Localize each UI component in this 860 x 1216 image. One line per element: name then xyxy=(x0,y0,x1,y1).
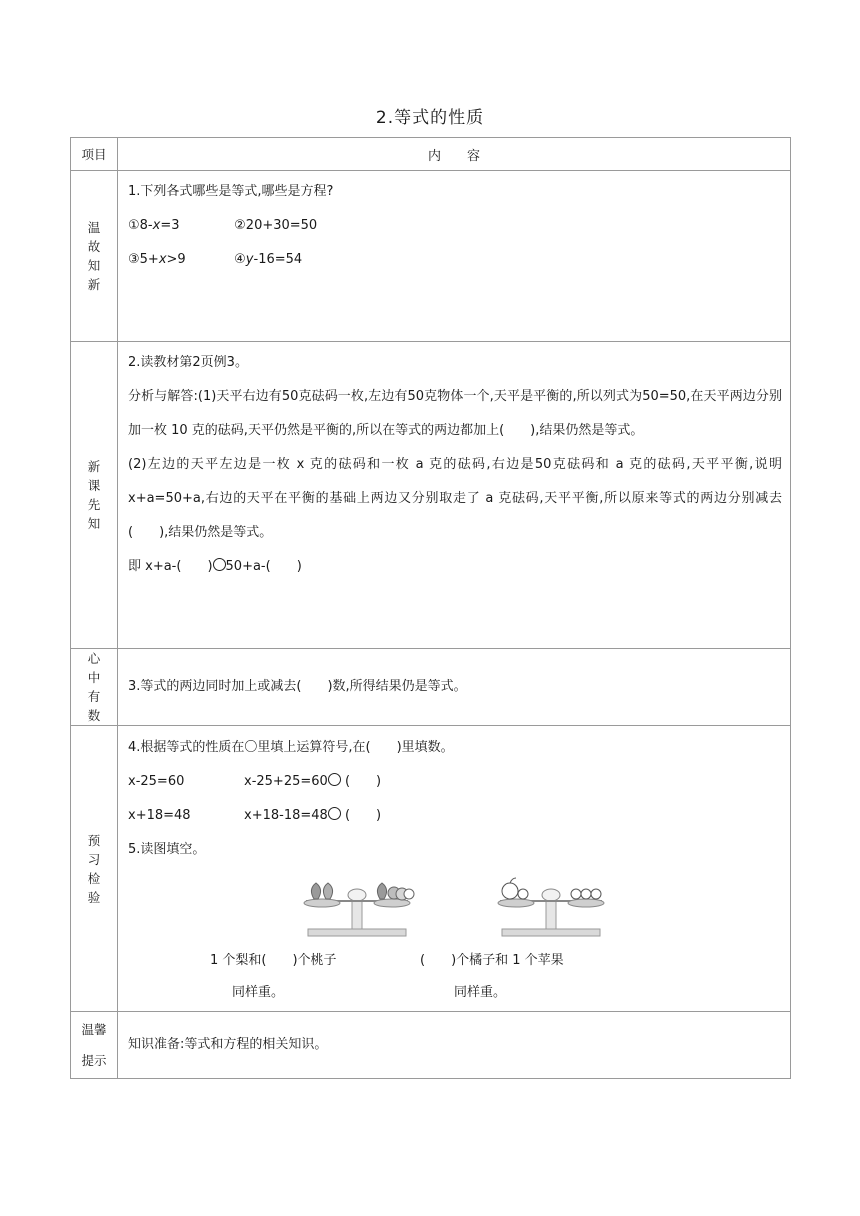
analysis-paragraph-2: (2)左边的天平左边是一枚 x 克的砝码和一枚 a 克的砝码,右边是50克砝码和 a 克的砝码,天平平衡,说明 x+a=50+a,右边的天平在平衡的基础上两边又分别取走了 a 克砝码,天平平衡,所以原来等式的两边分别减去( ),结果仍然是等式。 xyxy=(128,457,782,540)
fill-row-1 xyxy=(128,765,782,799)
row-preview xyxy=(71,342,791,649)
question-5: 5.读图填空。 xyxy=(128,842,206,857)
fill-2-expr: x+18-18=48 xyxy=(244,808,328,823)
header-col-item: 项目 xyxy=(71,138,118,171)
label-preview: 新课先知 xyxy=(87,459,101,531)
row-tips xyxy=(71,1012,791,1079)
label-tips-1: 温馨 xyxy=(81,1022,107,1037)
circle-blank-icon xyxy=(213,558,226,571)
scale-oranges-apple-image xyxy=(494,873,612,939)
header-row xyxy=(71,138,791,171)
fill-2-given: x+18=48 xyxy=(128,808,191,823)
label-review: 温故知新 xyxy=(87,220,101,292)
fill-2-blank: ( ) xyxy=(344,808,382,823)
equation-line xyxy=(128,550,782,584)
item-2: ②20+30=50 xyxy=(234,218,318,233)
scale-pears-peaches-image xyxy=(300,873,418,939)
scale-illustrations xyxy=(128,867,782,945)
page-title: 2.等式的性质 xyxy=(375,108,485,128)
item-4: ④y-16=54 xyxy=(234,252,303,267)
equation-row-2 xyxy=(128,243,782,277)
worksheet-table xyxy=(70,137,791,1079)
header-col-content: 内 容 xyxy=(118,138,791,171)
question-2: 2.读教材第2页例3。 xyxy=(128,355,248,370)
fill-row-2 xyxy=(128,799,782,833)
tips-text: 知识准备:等式和方程的相关知识。 xyxy=(128,1037,328,1052)
analysis-paragraph-1: 分析与解答:(1)天平右边有50克砝码一枚,左边有50克物体一个,天平是平衡的,所以列式为50=50,在天平两边分别加一枚 10 克的砝码,天平仍然是平衡的,所以在等式的两边都加上( ),结果仍然是等式。 xyxy=(128,389,782,438)
circle-blank-icon xyxy=(328,773,341,786)
label-check: 心中有数 xyxy=(87,651,101,723)
question-1: 1.下列各式哪些是等式,哪些是方程? xyxy=(128,184,334,199)
caption-2-line-2: 同样重。 xyxy=(454,985,507,1000)
fill-1-given: x-25=60 xyxy=(128,774,185,789)
row-practice xyxy=(71,726,791,1012)
equation-right: 50+a-( ) xyxy=(225,559,302,574)
equation-left: 即 x+a-( ) xyxy=(128,559,213,574)
fill-1-blank: ( ) xyxy=(344,774,382,789)
row-review xyxy=(71,171,791,342)
caption-1-line-1: 1 个梨和( )个桃子 xyxy=(210,953,337,968)
item-3: ③5+x>9 xyxy=(128,252,186,267)
row-check xyxy=(71,649,791,726)
circle-blank-icon xyxy=(328,807,341,820)
label-practice: 预习检验 xyxy=(87,832,101,905)
scale-captions xyxy=(128,945,782,1011)
question-3: 3.等式的两边同时加上或减去( )数,所得结果仍是等式。 xyxy=(128,679,467,694)
caption-2-line-1: ( )个橘子和 1 个苹果 xyxy=(420,953,564,968)
caption-1-line-2: 同样重。 xyxy=(232,985,285,1000)
item-1: ①8-x=3 xyxy=(128,218,180,233)
fill-1-expr: x-25+25=60 xyxy=(244,774,328,789)
label-tips-2: 提示 xyxy=(81,1053,107,1068)
question-4: 4.根据等式的性质在〇里填上运算符号,在( )里填数。 xyxy=(128,740,454,755)
equation-row-1 xyxy=(128,209,782,243)
